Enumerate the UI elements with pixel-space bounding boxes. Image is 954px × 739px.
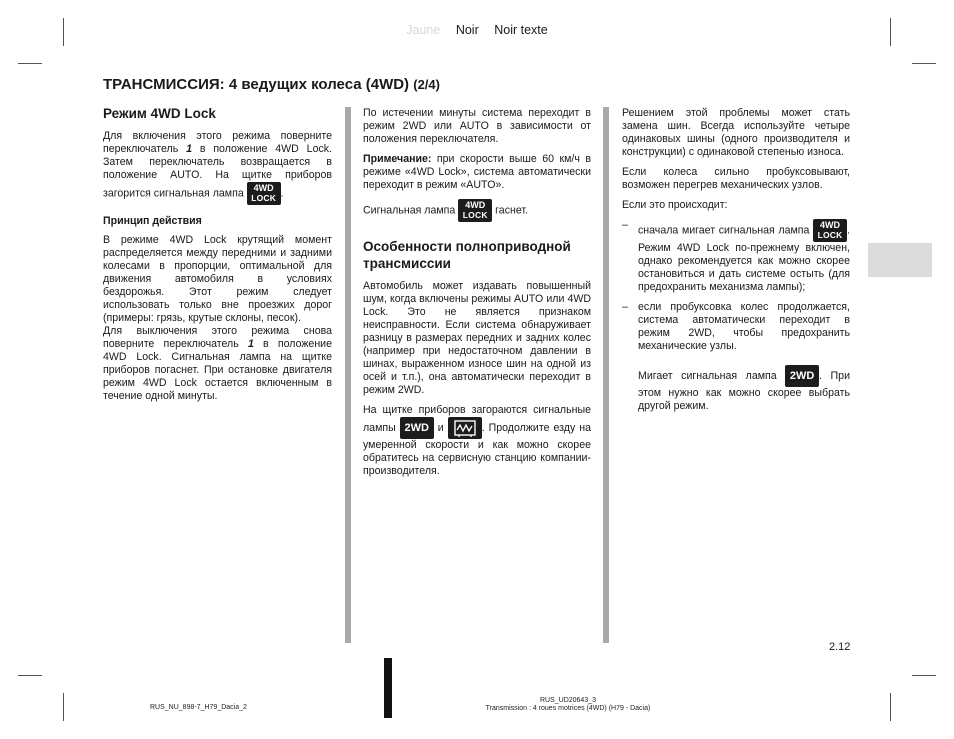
paragraph: Решением этой проблемы может стать замена шин. Всегда используйте четыре одинаковых шины (одного производителя и конструкции) с одинаковой степенью износа. <box>622 107 850 158</box>
paragraph <box>622 365 850 413</box>
note <box>363 153 591 192</box>
paragraph <box>363 404 591 478</box>
text: в положение 4WD Lock. Затем переключатель возвращается в положение AUTO. На щитке приборов загорится сигнальная лампа <box>103 143 333 200</box>
crop-mark <box>912 675 936 676</box>
section-heading-4wd-lock: Режим 4WD Lock <box>103 106 216 121</box>
text: . Продолжите езду на умеренной скорости и как можно скорее обратитесь на сервисную станцию компании-производителя. <box>363 421 591 477</box>
text: в положение 4WD Lock. Сигнальная лампа на щитке приборов погаснет. При остановке двигателя режим 4WD Lock остается включенным в течение одной минуты. <box>103 338 332 402</box>
paragraph: Автомобиль может издавать повышенный шум, когда включены режимы AUTO или 4WD Lock. Это не является признаком неисправности. Если система обнаруживает разницу в размерах передних и задних колес (например при недостаточном давлении в шинах, выраженном износе шин на одной из осей и т.п.), она автоматически переходит в режим 2WD. <box>363 280 591 396</box>
paragraph: Если это происходит: <box>622 199 728 211</box>
lamp-text: LOCK <box>817 230 843 240</box>
subheading-principle: Принцип действия <box>103 215 202 227</box>
color-separation-labels <box>0 23 954 37</box>
lamp-text: LOCK <box>462 210 488 220</box>
2wd-lamp-icon: 2WD <box>785 365 819 387</box>
label-noir-texte: Noir texte <box>494 23 548 37</box>
crop-mark <box>912 63 936 64</box>
column-divider <box>603 107 609 643</box>
lamp-text: 4WD <box>465 200 486 210</box>
paragraph <box>363 199 591 222</box>
footer-caption: Transmission : 4 roues motrices (4WD) (H79 - Dacia) <box>485 705 651 712</box>
label-jaune: Jaune <box>406 23 441 37</box>
paragraph: В режиме 4WD Lock крутящий момент распределяется между передними и задними колесами в пропорции, оптимальной для движения автомобиля в условиях бездорожья. Этот режим следует использовать только вне проезжих дорог (примеры: грязь, крутые склоны, песок). <box>103 234 332 324</box>
4wd-lock-lamp-icon <box>247 182 281 205</box>
column-2 <box>363 107 591 485</box>
crop-mark <box>18 675 42 676</box>
chapter-tab <box>868 243 932 277</box>
text: . Режим 4WD Lock по-прежнему включен, однако рекомендуется как можно скорее остановиться и дать системе остыть (для предохранить механизма лампы); <box>638 224 850 293</box>
page-title <box>103 76 440 93</box>
text: при скорости выше 60 км/ч в режиме «4WD Lock», система автоматически переходит в режим «AUTO». <box>363 153 591 191</box>
footer-left: RUS_NU_898-7_H79_Dacia_2 <box>150 704 247 711</box>
footer-center <box>468 697 668 713</box>
text: . При этом нужно как можно скорее выбрать другой режим. <box>638 369 850 412</box>
list-item <box>622 301 850 353</box>
text: Для выключения этого режима снова поверните переключатель <box>103 325 332 350</box>
dash: – <box>622 301 628 313</box>
page-number: 2.12 <box>829 641 851 653</box>
registration-block <box>384 658 392 718</box>
section-heading-awd-features: Особенности полноприводной трансмиссии <box>363 239 571 271</box>
switch-number: 1 <box>247 338 254 350</box>
4wd-lock-lamp-icon <box>458 199 492 222</box>
text: и <box>433 421 448 434</box>
column-1 <box>103 105 332 410</box>
paragraph <box>103 130 332 205</box>
paragraph: По истечении минуты система переходит в режим 2WD или AUTO в зависимости от положения переключателя. <box>363 107 591 145</box>
column-3 <box>622 107 850 420</box>
text: сначала мигает сигнальная лампа <box>638 224 814 237</box>
lamp-text: LOCK <box>251 193 277 203</box>
crop-mark <box>890 693 891 721</box>
paragraph <box>103 325 332 403</box>
footer-code: RUS_UD20643_3 <box>539 697 597 704</box>
lamp-text: 4WD <box>820 220 841 230</box>
4wd-lock-lamp-icon <box>813 219 847 242</box>
list-item <box>622 219 850 294</box>
differential-warning-icon <box>448 417 482 439</box>
text: На щитке приборов загораются сигнальные лампы <box>363 404 591 434</box>
text: гаснет. <box>492 204 529 217</box>
2wd-lamp-icon: 2WD <box>400 417 434 439</box>
lamp-text: 4WD <box>253 183 274 193</box>
crop-mark <box>63 693 64 721</box>
note-label: Примечание: <box>363 153 432 165</box>
dash: – <box>622 219 628 231</box>
text: если пробуксовка колес продолжается, система автоматически переходит в режим 2WD, чтобы предохранить механические узлы. <box>638 301 850 352</box>
crop-mark <box>18 63 42 64</box>
paragraph: Если колеса сильно пробуксовывают, возможен перегрев механических узлов. <box>622 166 850 191</box>
page-title-main: ТРАНСМИССИЯ: 4 ведущих колеса (4WD) <box>103 76 414 93</box>
text: Для включения этого режима поверните переключатель <box>103 130 332 155</box>
text: Мигает сигнальная лампа <box>638 369 786 382</box>
label-noir: Noir <box>455 23 479 37</box>
text: . <box>280 187 284 200</box>
text: Сигнальная лампа <box>363 204 459 217</box>
switch-number: 1 <box>186 143 192 155</box>
page-title-part: (2/4) <box>413 77 440 92</box>
column-divider <box>345 107 351 643</box>
